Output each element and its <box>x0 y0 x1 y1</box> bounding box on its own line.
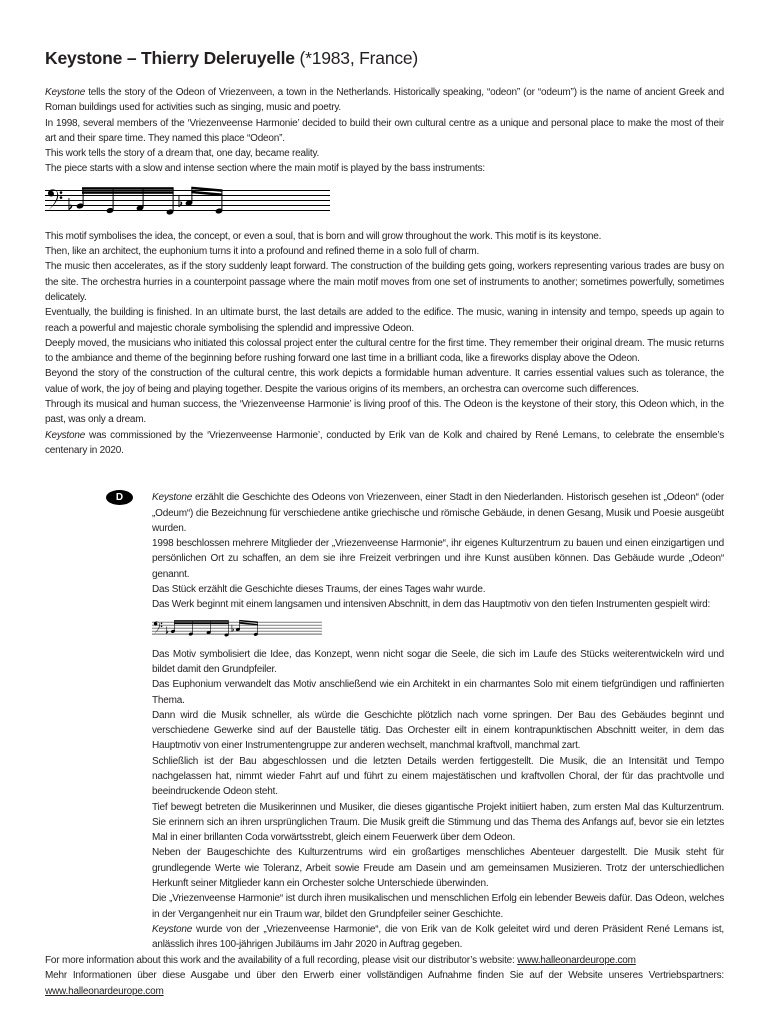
paragraph <box>45 229 724 244</box>
paragraph <box>45 244 724 259</box>
paragraph <box>152 754 724 800</box>
paragraph-text: This motif symbolises the idea, the concept, or even a soul, that is born and will grow throughout the work. This motif is its keystone. <box>45 230 602 242</box>
paragraph <box>45 116 724 147</box>
paragraph-text: Through its musical and human success, the ‘Vriezenveense Harmonie’ is living proof of this. The Odeon is the keystone of their story, this Odeon which, in the past, was only a dream. <box>45 399 724 426</box>
paragraph <box>152 490 724 536</box>
footer-text-german: Mehr Informationen über diese Ausgabe und über den Erwerb einer vollständigen Aufnahme finden Sie auf der Website unseres Vertriebspartners: <box>45 970 724 982</box>
paragraph <box>152 800 724 846</box>
paragraph-text: Die „Vriezenveense Harmonie“ ist durch ihren musikalischen und menschlichen Erfolg ein lebender Beweis dafür. Das Odeon, welches in der Vergangenheit nur ein Traum war, bildet den Grundpfeiler seiner Geschichte. <box>152 893 724 920</box>
paragraph <box>45 428 724 459</box>
paragraph-text: Das Werk beginnt mit einem langsamen und intensiven Abschnitt, in dem das Hauptmotiv von den tiefen Instrumenten gespielt wird: <box>152 599 711 611</box>
italic-lead: Keystone <box>45 429 86 441</box>
paragraph <box>152 582 724 597</box>
flat-sign-icon <box>69 198 73 210</box>
paragraph-text: Tief bewegt betreten die Musikerinnen und Musiker, die dieses gigantische Projekt initiiert haben, zum ersten Mal das Kulturzentrum. Sie erinnern sich an ihren ursprünglichen Traum. Die Musik greift die Stimmung und das Thema des Anfangs auf, bevor sie ein letztes Mal in einer brillanten Coda vorwärtsstrebt, gleich einem Feuerwerk über dem Odeon. <box>152 801 724 844</box>
paragraph <box>152 677 724 708</box>
paragraph <box>152 536 724 582</box>
paragraph-text: tells the story of the Odeon of Vriezenveen, a town in the Netherlands. Historically speaking, “odeon” (or “odeum”) is the name of ancient Greek and Roman buildings used for activities such as singing, music and poetry. <box>45 87 724 114</box>
paragraph-text: wurde von der „Vriezenveense Harmonie“, die von Erik van de Kolk geleitet wird und deren Präsident René Lemans ist, anlässlich ihres 100-jährigen Jubiläums im Jahr 2020 in Auftrag gegeben. <box>152 923 724 951</box>
paragraph <box>152 922 724 953</box>
bass-clef-icon <box>48 189 62 210</box>
paragraph-text: Then, like an architect, the euphonium turns it into a profound and refined theme in a solo full of charm. <box>45 246 480 258</box>
paragraph <box>152 647 724 678</box>
paragraph-text: In 1998, several members of the ‘Vriezenveense Harmonie’ decided to build their own cultural centre as a unique and personal place to make the most of their art and their spare time. They named this place “Odeon”. <box>45 117 724 144</box>
paragraph <box>152 597 724 612</box>
paragraph-text: Dann wird die Musik schneller, als würde die Geschichte plötzlich nach vorne springen. Der Bau des Gebäudes beginnt und verschiedene Gewerke sind auf der Baustelle tätig. Das Orchester eilt in einem kontrapunktischen Abschnitt weiter, in dem das Hauptmotiv von einer Instrumentengruppe zur anderen wechselt, manchmal kraftvoll, manchmal zart. <box>152 709 724 752</box>
paragraph-text: Das Euphonium verwandelt das Motiv anschließend wie ein Architekt in ein charmantes Solo mit einem tiefgründigen und raffinierten Thema. <box>152 679 724 706</box>
paragraph-text: Neben der Baugeschichte des Kulturzentrums wird ein großartiges menschliches Abenteuer dargestellt. Die Musik steht für grundlegende Werte wie Toleranz, Arbeit sowie Freude am Dasein und am gemeinsamen Musizieren. Trotz der unterschiedlichen Herkunft seiner Mitglieder kann ein Orchester solche Unterschiede überwinden. <box>152 847 724 890</box>
distributor-link-german[interactable]: www.halleonardeurope.com <box>45 985 164 997</box>
distributor-link-english[interactable]: www.halleonardeurope.com <box>517 954 636 966</box>
paragraph <box>45 146 724 161</box>
paragraph-text: 1998 beschlossen mehrere Mitglieder der „Vriezenveense Harmonie“, ihr eigenes Kulturzentrum zu bauen und einen einzigartigen und persönlichen Ort zu schaffen, an dem sie ihre Freizeit verbringen und ihre Kunst ausüben können. Das Gebäude wurde „Odeon“ genannt. <box>152 538 724 580</box>
music-notation-bass-motif-1 <box>45 182 330 222</box>
footer-info-german <box>45 968 724 999</box>
paragraph-text: erzählt die Geschichte des Odeons von Vriezenveen, einer Stadt in den Niederlanden. Historisch gesehen ist „Odeon“ (oder „Odeum“) die Bezeichnung für verschiedene antike griechische und römische Gebäude, in denen Gesang, Musik und Poesie ausgeübt wurden. <box>152 492 724 534</box>
page-title <box>45 48 724 69</box>
paragraph-text: The piece starts with a slow and intense section where the main motif is played by the bass instruments: <box>45 163 485 175</box>
paragraph-text: The music then accelerates, as if the story suddenly leapt forward. The construction of the building gets going, workers representing various trades are busy on the site. The orchestra hurries in a counterpoint passage where the main motif moves from one set of instruments to another; sometimes powerfully, sometimes delicately. <box>45 261 724 303</box>
paragraph <box>45 366 724 397</box>
paragraph-text: Schließlich ist der Bau abgeschlossen und die letzten Details werden fertiggestellt. Die Musik, die an Intensität und Tempo nachgelassen hat, nimmt wieder Fahrt auf und führt zu einem majestätischen und kraftvollen Choral, der für das prachtvolle und beeindruckende Odeon steht. <box>152 755 724 798</box>
footer-info-english <box>45 953 724 969</box>
paragraph <box>45 85 724 116</box>
paragraph <box>152 845 724 891</box>
paragraph-text: This work tells the story of a dream that, one day, became reality. <box>45 148 320 160</box>
footer-text-english: For more information about this work and the availability of a full recording, please visit our distributor’s website: <box>45 954 518 966</box>
work-and-composer: Keystone – Thierry Deleruyelle <box>45 48 295 68</box>
music-notation-bass-motif-2 <box>152 617 322 641</box>
paragraph <box>152 891 724 922</box>
italic-lead: Keystone <box>152 923 193 935</box>
paragraph-text: was commissioned by the ‘Vriezenveense Harmonie’, conducted by Erik van de Kolk and chaired by René Lemans, to celebrate the ensemble’s centenary in 2020. <box>45 429 724 456</box>
italic-lead: Keystone <box>152 492 193 504</box>
italic-lead: Keystone <box>45 87 86 98</box>
english-notes-section <box>45 85 724 458</box>
paragraph <box>45 259 724 305</box>
paragraph <box>45 336 724 367</box>
german-notes-section <box>115 490 724 952</box>
paragraph <box>45 305 724 336</box>
composer-birth-info: (*1983, France) <box>294 48 419 68</box>
footer <box>45 953 724 1000</box>
german-language-badge: D <box>106 490 133 505</box>
paragraph <box>45 161 724 176</box>
paragraph-text: Das Stück erzählt die Geschichte dieses Traums, der eines Tages wahr wurde. <box>152 584 486 596</box>
paragraph-text: Eventually, the building is finished. In an ultimate burst, the last details are added to the edifice. The music, waning in intensity and tempo, speeds up again to reach a powerful and majestic chorale symbolising the splendid and impressive Odeon. <box>45 307 724 334</box>
paragraph-text: Beyond the story of the construction of the cultural centre, this work depicts a formidable human adventure. It carries essential values such as tolerance, the value of work, the joy of being and playing together. Despite the various origins of its members, an orchestra can overcome such differences. <box>45 368 724 395</box>
paragraph <box>152 708 724 754</box>
paragraph-text: Deeply moved, the musicians who initiated this colossal project enter the cultural centre for the first time. They remember their original dream. The music returns to the ambiance and theme of the beginning before rushing forward one last time in a brilliant coda, like a fireworks display above the Odeon. <box>45 337 724 365</box>
paragraph <box>45 397 724 428</box>
paragraph-text: Das Motiv symbolisiert die Idee, das Konzept, wenn nicht sogar die Seele, die sich im Laufe des Stücks weiterentwickeln wird und bildet damit den Grundpfeiler. <box>152 648 724 675</box>
